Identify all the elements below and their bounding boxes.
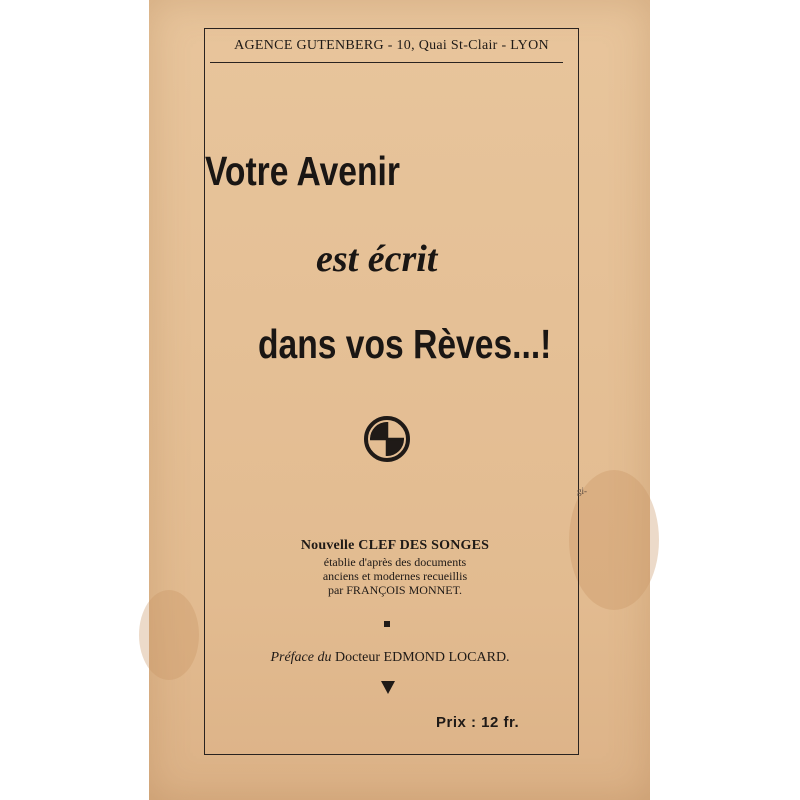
preface-italic: Préface du [270,650,332,665]
description-line: établie d'après des documents [323,555,467,569]
title-line-2: est écrit [316,238,438,280]
preface-author: Docteur EDMOND LOCARD. [331,650,510,665]
margin-mark: gi- [577,486,587,496]
subtitle: Nouvelle CLEF DES SONGES [300,538,490,553]
author-line: par FRANÇOIS MONNET. [327,583,463,597]
title-line-3: dans vos Rèves...! [258,321,552,367]
price-label: Prix : 12 fr. [436,714,520,731]
description-block [250,537,540,597]
publisher-header: AGENCE GUTENBERG - 10, Quai St-Clair - LYON [234,38,549,53]
title-line-1: Votre Avenir [205,148,400,194]
triangle-ornament [381,681,395,694]
preface-line [230,650,550,666]
square-ornament [384,621,390,627]
paper-stain [139,590,199,680]
border-frame [204,28,579,755]
header-divider [210,62,563,63]
quartered-circle-emblem-icon [363,415,411,463]
description-line: anciens et modernes recueillis [322,569,468,583]
